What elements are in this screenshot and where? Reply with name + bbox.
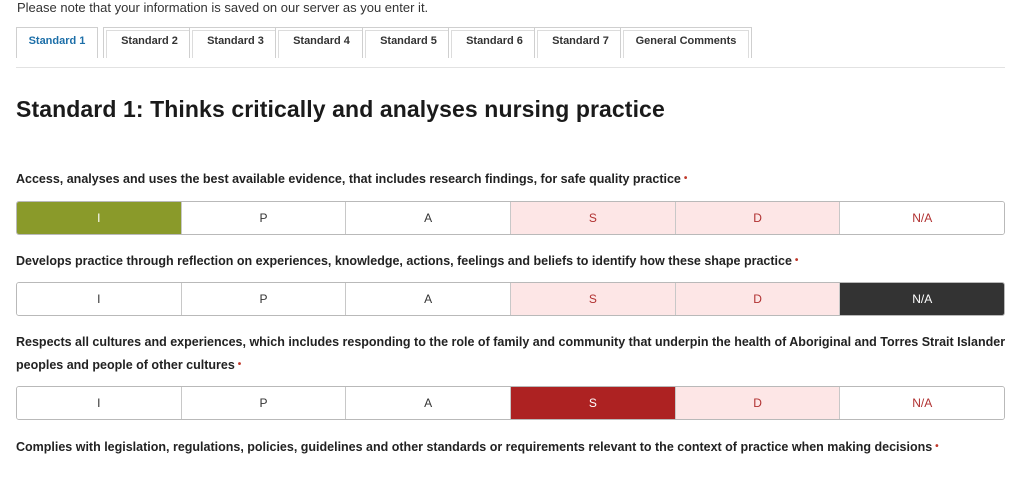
tab-standard-3[interactable] bbox=[189, 27, 282, 58]
rating-option-s[interactable]: S bbox=[510, 202, 675, 234]
question-3 bbox=[16, 331, 1006, 378]
tab-label: Standard 2 bbox=[121, 35, 178, 47]
required-marker: • bbox=[794, 255, 799, 266]
rating-option-i[interactable]: I bbox=[17, 202, 181, 234]
page-title: Standard 1: Thinks critically and analyses nursing practice bbox=[16, 96, 665, 122]
rating-option-s[interactable]: S bbox=[510, 387, 675, 419]
required-marker: • bbox=[237, 359, 242, 370]
rating-option-na[interactable]: N/A bbox=[839, 387, 1004, 419]
required-marker: • bbox=[935, 441, 939, 452]
rating-option-i[interactable]: I bbox=[17, 283, 181, 315]
rating-option-d[interactable]: D bbox=[675, 202, 840, 234]
rating-group-2 bbox=[16, 282, 1005, 316]
rating-option-a[interactable]: A bbox=[345, 387, 510, 419]
question-text: Complies with legislation, regulations, policies, guidelines and other standards or requirements relevant to the context of practice when making decisions bbox=[16, 440, 933, 454]
tab-standard-7[interactable] bbox=[534, 27, 627, 58]
rating-group-3 bbox=[16, 386, 1005, 420]
tab-standard-6[interactable] bbox=[448, 27, 541, 58]
tab-label: Standard 3 bbox=[207, 35, 264, 47]
rating-option-s[interactable]: S bbox=[510, 283, 675, 315]
tab-standard-2[interactable] bbox=[103, 27, 196, 58]
tab-label: Standard 4 bbox=[293, 35, 350, 47]
question-4 bbox=[16, 436, 1006, 460]
rating-option-a[interactable]: A bbox=[345, 283, 510, 315]
standards-tab-bar bbox=[16, 27, 1005, 68]
question-2 bbox=[16, 250, 1006, 274]
question-1 bbox=[16, 168, 1006, 192]
tab-label: Standard 6 bbox=[466, 35, 523, 47]
tab-standard-4[interactable] bbox=[275, 27, 368, 58]
rating-option-i[interactable]: I bbox=[17, 387, 181, 419]
question-text: Develops practice through reflection on experiences, knowledge, actions, feelings and beliefs to identify how these shape practice bbox=[16, 254, 792, 268]
tab-label: Standard 7 bbox=[552, 35, 609, 47]
rating-option-d[interactable]: D bbox=[675, 283, 840, 315]
tab-standard-5[interactable] bbox=[362, 27, 455, 58]
rating-option-p[interactable]: P bbox=[181, 202, 346, 234]
rating-option-a[interactable]: A bbox=[345, 202, 510, 234]
tab-label: General Comments bbox=[635, 35, 737, 47]
question-text: Access, analyses and uses the best available evidence, that includes research findings, for safe quality practice bbox=[16, 172, 681, 186]
tab-label: Standard 5 bbox=[380, 35, 437, 47]
tab-standard-1[interactable] bbox=[16, 27, 98, 58]
rating-group-1 bbox=[16, 201, 1005, 235]
required-marker: • bbox=[683, 173, 688, 184]
question-text: Respects all cultures and experiences, which includes responding to the role of family and community that underpin the health of Aboriginal and Torres Strait Islander peoples and people of other cultures bbox=[16, 335, 1006, 372]
rating-option-d[interactable]: D bbox=[675, 387, 840, 419]
tab-label: Standard 1 bbox=[28, 35, 86, 47]
autosave-notice: Please note that your information is saved on our server as you enter it. bbox=[17, 0, 429, 15]
rating-option-p[interactable]: P bbox=[181, 283, 346, 315]
rating-option-na[interactable]: N/A bbox=[839, 202, 1004, 234]
rating-option-p[interactable]: P bbox=[181, 387, 346, 419]
tab-general-comments[interactable] bbox=[620, 27, 752, 58]
rating-option-na[interactable]: N/A bbox=[839, 283, 1004, 315]
